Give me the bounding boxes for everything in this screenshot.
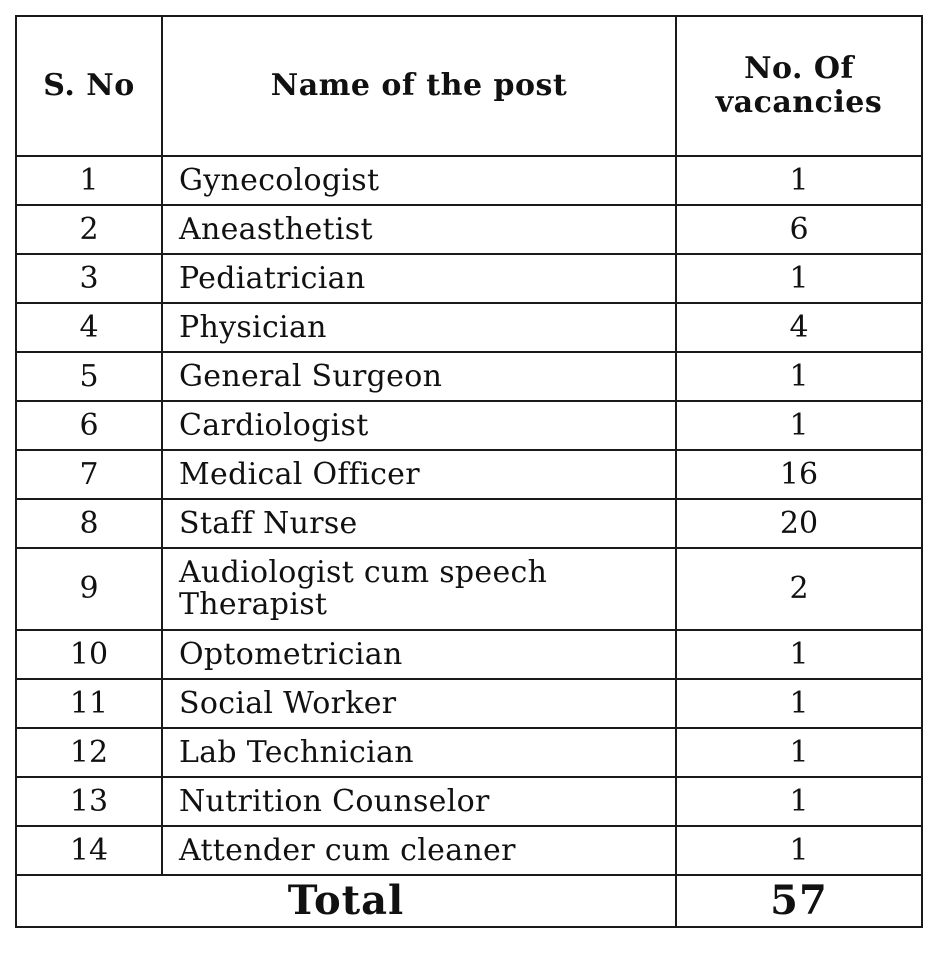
table-row (16, 826, 922, 875)
table-row (16, 450, 922, 499)
row-sno: 14 (16, 826, 162, 875)
vacancies-table (15, 15, 923, 928)
row-post: Cardiologist (162, 401, 676, 450)
row-post: Optometrician (162, 630, 676, 679)
row-vacancies: 1 (676, 401, 922, 450)
header-vacancies (676, 16, 922, 156)
table-row (16, 352, 922, 401)
row-sno: 5 (16, 352, 162, 401)
row-sno: 13 (16, 777, 162, 826)
row-vacancies: 6 (676, 205, 922, 254)
header-vacancies-label: No. Of vacancies (715, 51, 883, 120)
table-row (16, 254, 922, 303)
row-sno: 11 (16, 679, 162, 728)
row-vacancies: 1 (676, 826, 922, 875)
row-vacancies: 16 (676, 450, 922, 499)
row-vacancies: 4 (676, 303, 922, 352)
total-row (16, 875, 922, 927)
row-post: Audiologist cum speech Therapist (162, 548, 676, 630)
row-vacancies: 1 (676, 156, 922, 205)
row-post: Lab Technician (162, 728, 676, 777)
total-value: 57 (676, 875, 922, 927)
row-post: Physician (162, 303, 676, 352)
row-sno: 8 (16, 499, 162, 548)
row-sno: 6 (16, 401, 162, 450)
row-post: Nutrition Counselor (162, 777, 676, 826)
row-post: Medical Officer (162, 450, 676, 499)
row-post: Gynecologist (162, 156, 676, 205)
row-post: Staff Nurse (162, 499, 676, 548)
table-row (16, 401, 922, 450)
row-vacancies: 2 (676, 548, 922, 630)
total-label: Total (16, 875, 676, 927)
row-sno: 12 (16, 728, 162, 777)
table-row (16, 205, 922, 254)
row-post: General Surgeon (162, 352, 676, 401)
table-row (16, 630, 922, 679)
row-sno: 4 (16, 303, 162, 352)
row-sno: 10 (16, 630, 162, 679)
table-row (16, 679, 922, 728)
table-row (16, 499, 922, 548)
row-sno: 7 (16, 450, 162, 499)
row-vacancies: 1 (676, 728, 922, 777)
table-row (16, 548, 922, 630)
row-vacancies: 1 (676, 679, 922, 728)
row-sno: 3 (16, 254, 162, 303)
row-vacancies: 1 (676, 254, 922, 303)
row-sno: 1 (16, 156, 162, 205)
table-row (16, 303, 922, 352)
row-sno: 2 (16, 205, 162, 254)
row-vacancies: 1 (676, 352, 922, 401)
row-post: Aneasthetist (162, 205, 676, 254)
row-post: Attender cum cleaner (162, 826, 676, 875)
row-vacancies: 20 (676, 499, 922, 548)
header-sno: S. No (16, 16, 162, 156)
row-sno: 9 (16, 548, 162, 630)
header-post-name: Name of the post (162, 16, 676, 156)
row-vacancies: 1 (676, 630, 922, 679)
table-row (16, 156, 922, 205)
row-post: Social Worker (162, 679, 676, 728)
table-row (16, 777, 922, 826)
row-post: Pediatrician (162, 254, 676, 303)
header-row (16, 16, 922, 156)
table-row (16, 728, 922, 777)
row-vacancies: 1 (676, 777, 922, 826)
